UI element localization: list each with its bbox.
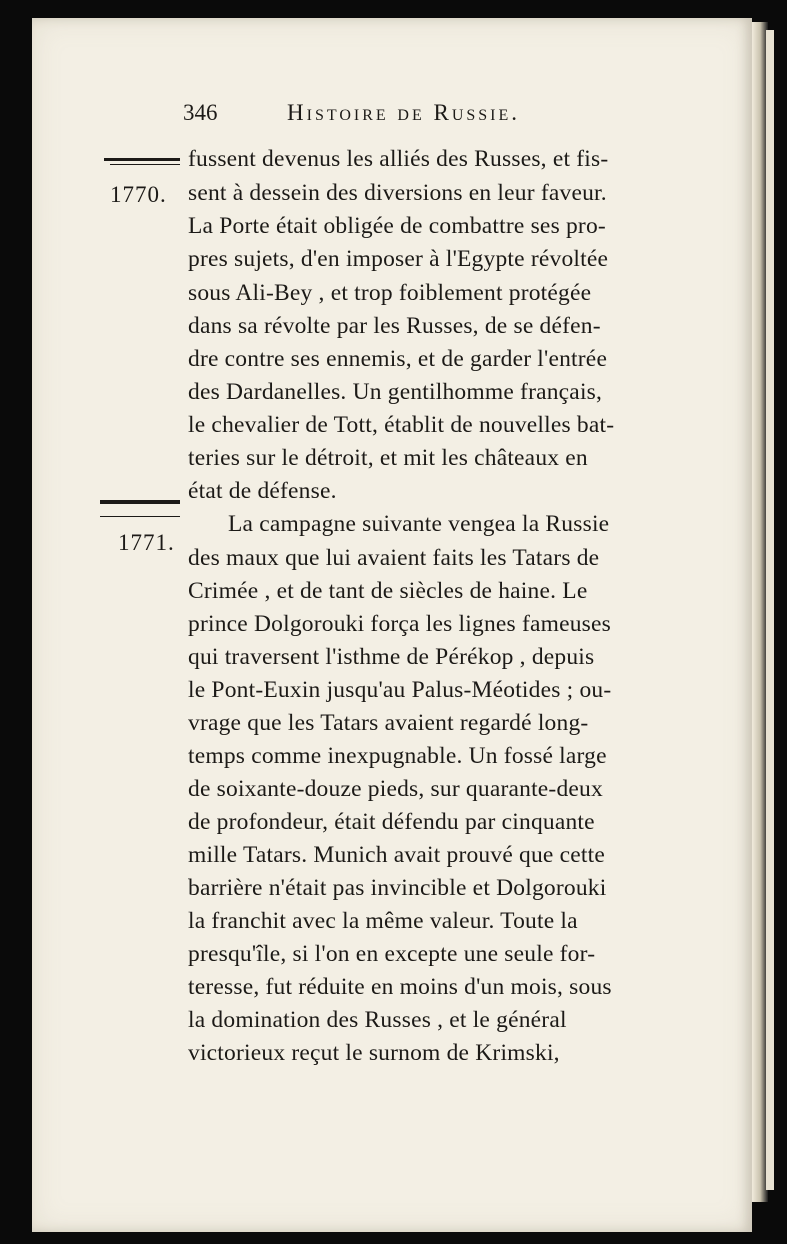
text-line: dre contre ses ennemis, et de garder l'entrée	[188, 346, 608, 372]
text-line: qui traversent l'isthme de Pérékop , depuis	[188, 644, 595, 670]
text-line: fussent devenus les alliés des Russes, et fis-	[188, 146, 609, 172]
text-line: des maux que lui avaient faits les Tatars de	[188, 545, 600, 571]
text-line: sent à dessein des diversions en leur faveur.	[188, 180, 607, 206]
text-line: temps comme inexpugnable. Un fossé large	[188, 743, 607, 769]
running-title: Histoire de Russie.	[287, 100, 521, 125]
text-line: état de défense.	[188, 478, 337, 504]
text-line: presqu'île, si l'on en excepte une seule for-	[188, 941, 596, 967]
text-line: teries sur le détroit, et mit les châteaux en	[188, 445, 588, 471]
margin-rule-top	[104, 158, 180, 161]
text-line: victorieux reçut le surnom de Krimski,	[188, 1040, 560, 1066]
text-line: des Dardanelles. Un gentilhomme français,	[188, 379, 603, 405]
text-line: dans sa révolte par les Russes, de se défen-	[188, 313, 601, 339]
margin-rule-mid-thin	[100, 516, 180, 517]
text-line: La Porte était obligée de combattre ses pro-	[188, 213, 606, 239]
margin-year-1771: 1771.	[118, 530, 175, 555]
text-line: le Pont-Euxin jusqu'au Palus-Méotides ; ou-	[188, 677, 612, 703]
facing-page-edge-inner	[766, 30, 774, 1190]
text-line: la domination des Russes , et le général	[188, 1007, 567, 1033]
text-line: de soixante-douze pieds, sur quarante-deux	[188, 776, 603, 802]
text-line: barrière n'était pas invincible et Dolgorouki	[188, 875, 607, 901]
text-line: vrage que les Tatars avaient regardé long-	[188, 710, 589, 736]
margin-year-1770: 1770.	[110, 182, 167, 207]
margin-rule-top-thin	[110, 164, 180, 165]
text-line: sous Ali-Bey , et trop foiblement protégée	[188, 280, 592, 306]
text-line: prince Dolgorouki força les lignes fameuses	[188, 611, 611, 637]
margin-rule-mid	[100, 500, 180, 504]
text-line: teresse, fut réduite en moins d'un mois, sous	[188, 974, 612, 1000]
text-line: de profondeur, était défendu par cinquante	[188, 809, 595, 835]
text-line: le chevalier de Tott, établit de nouvelles bat-	[188, 412, 615, 438]
text-line: la franchit avec la même valeur. Toute la	[188, 908, 578, 934]
text-line: mille Tatars. Munich avait prouvé que cette	[188, 842, 605, 868]
text-line: pres sujets, d'en imposer à l'Egypte révoltée	[188, 246, 609, 272]
text-line: Crimée , et de tant de siècles de haine. Le	[188, 578, 588, 604]
paragraph-first-line: La campagne suivante vengea la Russie	[228, 511, 610, 537]
page-number: 346	[183, 100, 218, 125]
